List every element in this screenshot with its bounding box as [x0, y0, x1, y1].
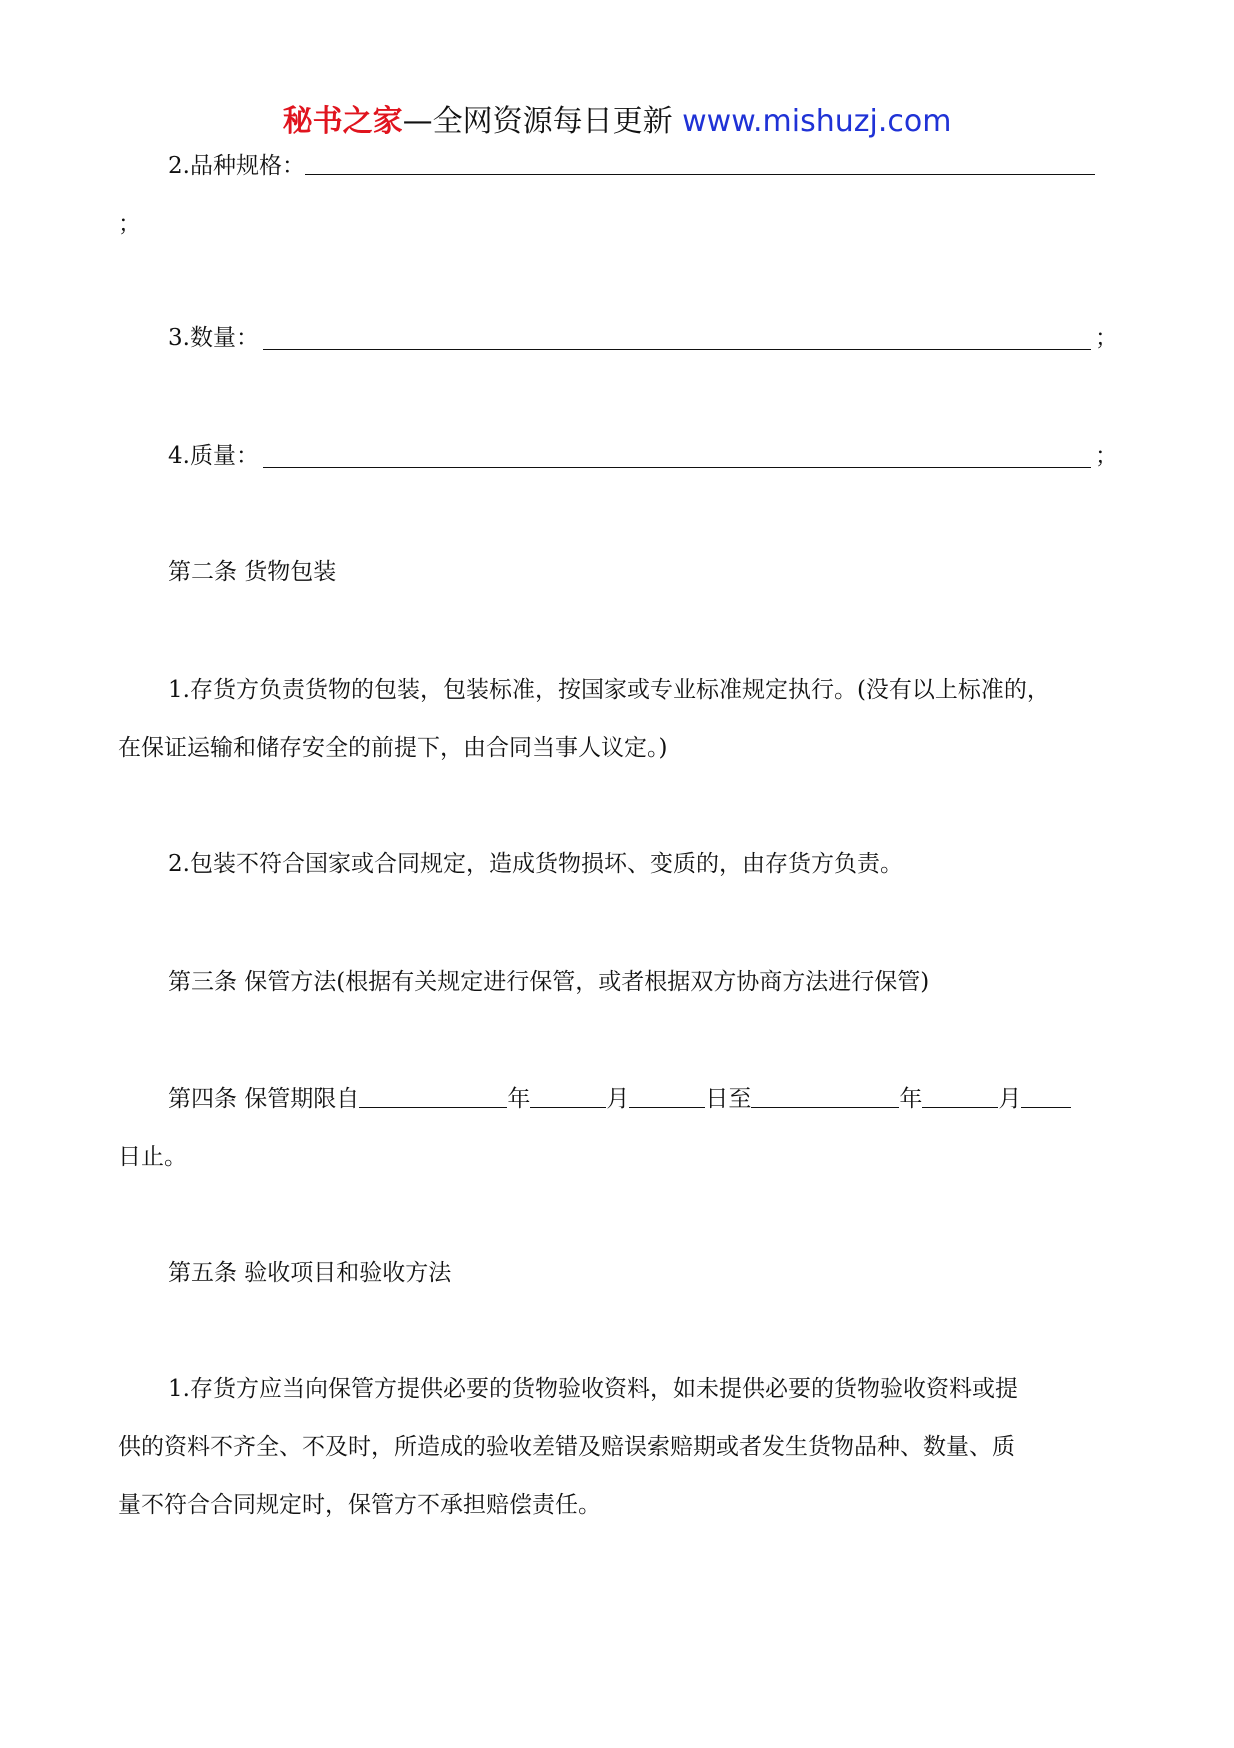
header-brand: 秘书之家 — [282, 104, 403, 139]
quantity-semicolon: ； — [1095, 325, 1118, 351]
quantity-label: 3.数量： — [168, 325, 259, 351]
spec-blank[interactable] — [305, 150, 1095, 175]
spec-semicolon: ； — [118, 211, 141, 237]
start-year-blank[interactable] — [359, 1083, 507, 1108]
article3-heading: 第三条 保管方法(根据有关规定进行保管，或者根据双方协商方法进行保管) — [168, 969, 930, 995]
article2-p1-line2: 在保证运输和储存安全的前提下，由合同当事人议定。) — [118, 735, 668, 761]
end-year-label: 年 — [899, 1086, 923, 1112]
end-month-blank[interactable] — [922, 1083, 998, 1108]
article2-p1-line1: 1.存货方负责货物的包装，包装标准，按国家或专业标准规定执行。(没有以上标准的， — [168, 677, 1050, 703]
start-month-blank[interactable] — [530, 1083, 606, 1108]
start-month-label: 月 — [606, 1086, 630, 1112]
spec-label: 2.品种规格： — [168, 153, 305, 179]
quantity-line — [168, 322, 1118, 354]
start-day-to-label: 日至 — [705, 1086, 752, 1112]
header-url-link[interactable]: www.mishuzj.com — [682, 104, 952, 139]
article5-p1-line3: 量不符合合同规定时，保管方不承担赔偿责任。 — [118, 1492, 601, 1518]
start-day-blank[interactable] — [629, 1083, 705, 1108]
site-header — [0, 102, 1234, 142]
spec-line — [168, 150, 1095, 182]
quality-label: 4.质量： — [168, 443, 259, 469]
article5-p1-line1: 1.存货方应当向保管方提供必要的货物验收资料，如未提供必要的货物验收资料或提 — [168, 1376, 1018, 1402]
end-day-blank[interactable] — [1021, 1083, 1071, 1108]
quantity-blank[interactable] — [263, 325, 1091, 350]
quality-blank[interactable] — [263, 443, 1091, 468]
article5-heading: 第五条 验收项目和验收方法 — [168, 1260, 452, 1286]
quality-line — [168, 440, 1118, 472]
start-year-label: 年 — [507, 1086, 531, 1112]
article4-prefix: 第四条 保管期限自 — [168, 1086, 360, 1112]
end-year-blank[interactable] — [751, 1083, 899, 1108]
article4-term-line — [168, 1083, 1071, 1115]
article2-heading: 第二条 货物包装 — [168, 559, 337, 585]
end-month-label: 月 — [998, 1086, 1022, 1112]
article5-p1-line2: 供的资料不齐全、不及时，所造成的验收差错及赔误索赔期或者发生货物品种、数量、质 — [118, 1434, 1015, 1460]
article2-p2: 2.包装不符合国家或合同规定，造成货物损坏、变质的，由存货方负责。 — [168, 851, 903, 877]
quality-semicolon: ； — [1095, 443, 1118, 469]
header-tagline: —全网资源每日更新 — [402, 104, 673, 139]
article4-end: 日止。 — [118, 1144, 187, 1170]
